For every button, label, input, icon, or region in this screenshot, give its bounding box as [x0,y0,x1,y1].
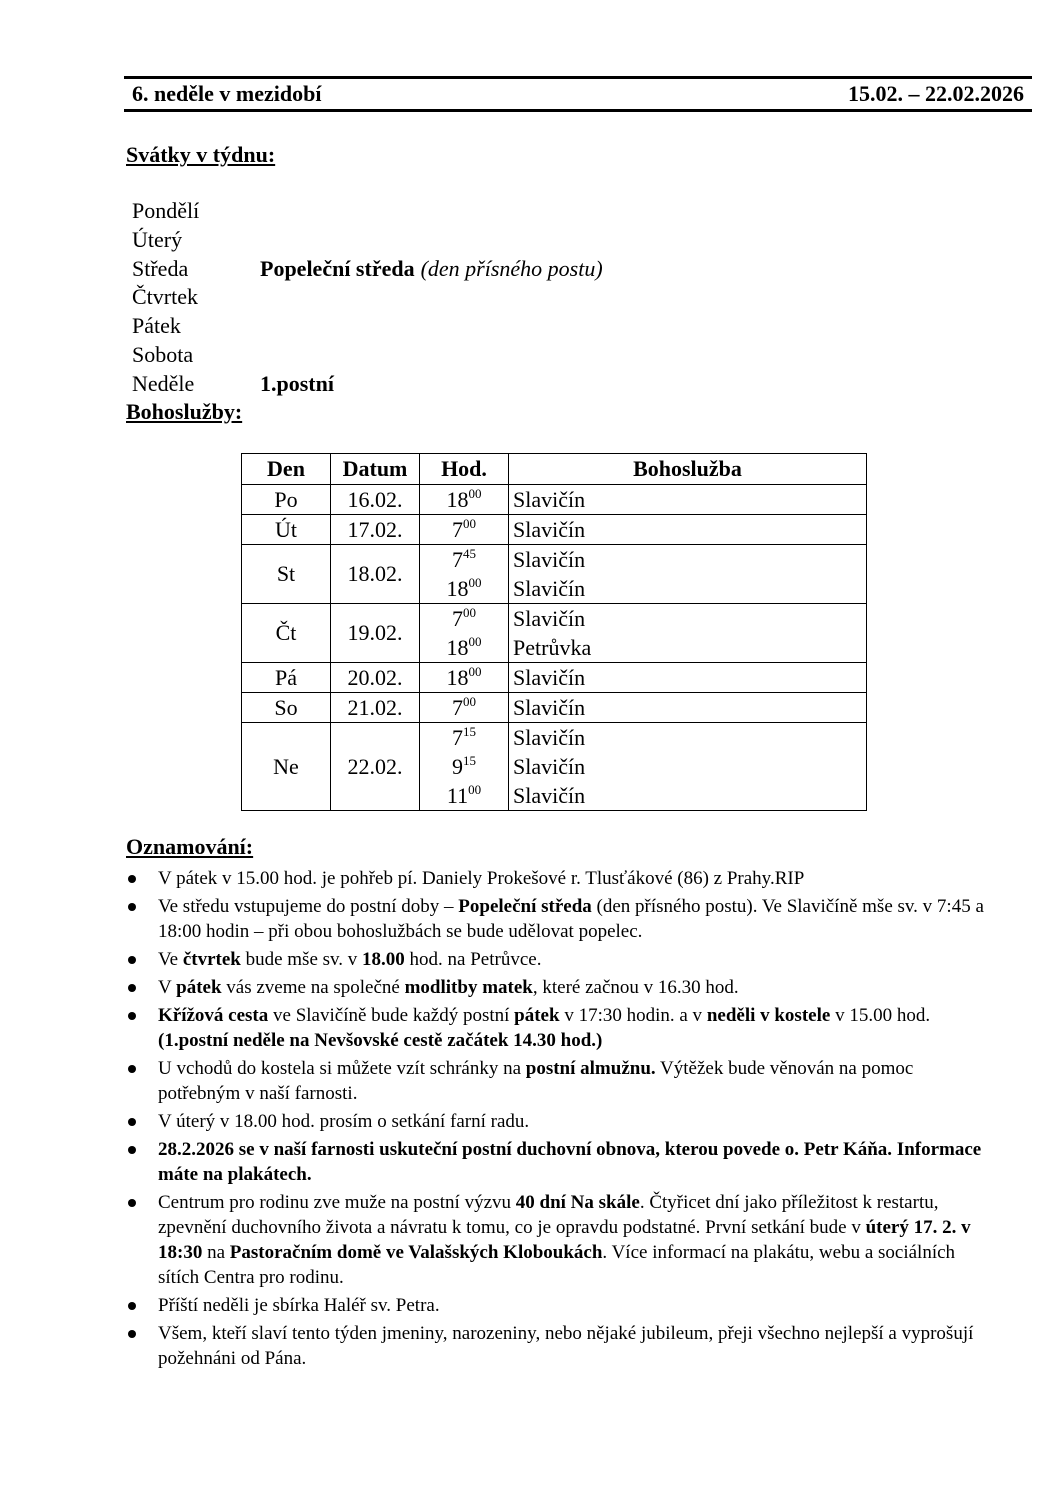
table-row [242,545,867,604]
feast-day: Pátek [132,313,181,339]
cell-hod [420,604,509,663]
cell-datum: 21.02. [331,693,420,723]
column-header-hod: Hod. [420,454,509,485]
time: $7^{00}$ [452,605,476,631]
column-header-datum: Datum [331,454,420,485]
time: $7^{45}$ [452,546,476,572]
time-minutes: 15 [463,753,476,768]
emphasis: 40 dní Na skále [515,1192,640,1213]
cell-den: So [242,693,331,723]
cell-hod [420,545,509,604]
place: Slavičín [513,517,586,542]
cell-den: Ne [242,723,331,811]
date-range: 15.02. – 22.02.2026 [848,81,1024,106]
emphasis: pátek [514,1005,560,1026]
feasts-heading: Svátky v týdnu: [126,142,276,167]
announcement-item: Ve čtvrtek bude mše sv. v 18.00 hod. na Petrůvce. [126,947,996,972]
feast-day: Sobota [132,341,194,367]
table-header-row [242,454,867,485]
table-row [242,515,867,545]
emphasis: Popeleční středa [458,896,592,917]
place: Slavičín [513,783,586,808]
feast-row [132,370,603,399]
feast-row [132,197,603,226]
cell-bohosluzba [509,663,867,693]
announcement-item: V úterý v 18.00 hod. prosím o setkání farní radu. [126,1109,996,1134]
emphasis: modlitby matek [404,977,533,998]
cell-bohosluzba [509,515,867,545]
cell-hod [420,515,509,545]
cell-datum: 22.02. [331,723,420,811]
time: $7^{00}$ [452,516,476,542]
emphasis: Křížová cesta [158,1005,269,1026]
cell-bohosluzba [509,693,867,723]
time: $18^{00}$ [446,575,482,601]
announcement-item: Centrum pro rodinu zve muže na postní výzvu 40 dní Na skále. Čtyřicet dní jako příležitost k restartu, zpevnění duchovního života a návratu k tomu, co je opravdu podstatné. První setkání bude v úterý 17. 2. v 18:30 na Pastoračním domě ve Valašských Kloboukách. Více informací na plakátu, webu a sociálních sítích Centra pro rodinu. [126,1190,996,1290]
feast-row [132,312,603,341]
cell-datum: 19.02. [331,604,420,663]
emphasis: Pastoračním domě ve Valašských Kloboukách [229,1242,603,1263]
time-minutes: 00 [463,605,476,620]
time: $18^{00}$ [446,634,482,660]
place: Slavičín [513,576,586,601]
place: Petrůvka [513,635,592,660]
cell-den: Čt [242,604,331,663]
cell-bohosluzba [509,723,867,811]
emphasis: neděli v kostele [706,1005,831,1026]
time-minutes: 00 [468,486,482,501]
emphasis: pátek [176,977,222,998]
time-minutes: 00 [468,575,482,590]
emphasis: (1.postní neděle na Nevšovské cestě začátek 14.30 hod.) [158,1030,603,1051]
announcement-item: Příští neděli je sbírka Haléř sv. Petra. [126,1293,996,1318]
column-header-den: Den [242,454,331,485]
services-heading: Bohoslužby: [126,399,243,424]
table-row [242,663,867,693]
feast-day: Čtvrtek [132,284,198,310]
feast-day: Středa [132,255,189,281]
table-row [242,604,867,663]
cell-hod [420,485,509,515]
cell-den: Pá [242,663,331,693]
cell-bohosluzba [509,604,867,663]
feast-row [132,283,603,312]
page-title: 6. neděle v mezidobí [132,81,322,106]
feast-note: (den přísného postu) [420,255,603,281]
announcement-item: V pátek vás zveme na společné modlitby matek, které začnou v 16.30 hod. [126,975,996,1000]
cell-bohosluzba [509,545,867,604]
feast-day: Úterý [132,226,183,252]
cell-datum: 18.02. [331,545,420,604]
time: $7^{15}$ [452,724,476,750]
feast-row [132,255,603,284]
emphasis: 28.2.2026 se v naší farnosti uskuteční postní duchovní obnova, kterou povede o. Petr Káňa. Informace máte na plakátech. [158,1139,982,1185]
time-minutes: 00 [463,516,476,531]
cell-den: Po [242,485,331,515]
feast-name: Popeleční středa [260,255,415,281]
announcements-heading: Oznamování: [126,834,254,859]
column-header-bohosluzba: Bohoslužba [509,454,867,485]
emphasis: čtvrtek [182,949,241,970]
cell-den: St [242,545,331,604]
feast-row [132,226,603,255]
emphasis: postní almužnu. [525,1058,656,1079]
place: Slavičín [513,754,586,779]
place: Slavičín [513,487,586,512]
feast-row [132,341,603,370]
place: Slavičín [513,695,586,720]
services-table [241,453,867,811]
time-minutes: 00 [468,664,482,679]
announcement-item: V pátek v 15.00 hod. je pohřeb pí. Daniely Prokešové r. Tlusťákové (86) z Prahy.RIP [126,866,996,891]
feast-day: Pondělí [132,198,200,223]
time-minutes: 00 [463,694,476,709]
emphasis: 18.00 [362,949,405,970]
cell-datum: 17.02. [331,515,420,545]
announcement-item: Všem, kteří slaví tento týden jmeniny, narozeniny, nebo nějaké jubileum, přeji všechno nejlepší a vyprošují požehnáni od Pána. [126,1321,996,1371]
cell-datum: 20.02. [331,663,420,693]
time: $9^{15}$ [452,753,476,779]
table-row [242,485,867,515]
time-minutes: 00 [468,634,482,649]
time-minutes: 00 [468,782,482,797]
cell-hod [420,693,509,723]
time: $18^{00}$ [446,486,482,512]
feast-day: Neděle [132,370,195,396]
announcement-item: Křížová cesta ve Slavičíně bude každý postní pátek v 17:30 hodin. a v neděli v kostele v 15.00 hod. (1.postní neděle na Nevšovské cestě začátek 14.30 hod.) [126,1003,996,1053]
time-minutes: 15 [463,724,476,739]
cell-datum: 16.02. [331,485,420,515]
announcements-list [126,866,996,1374]
place: Slavičín [513,606,586,631]
time: $11^{00}$ [446,782,482,808]
place: Slavičín [513,725,586,750]
feasts-list [132,197,603,399]
cell-hod [420,723,509,811]
place: Slavičín [513,547,586,572]
cell-den: Út [242,515,331,545]
place: Slavičín [513,665,586,690]
table-row [242,693,867,723]
announcement-item [126,1137,996,1187]
time-minutes: 45 [463,546,476,561]
feast-name: 1.postní [260,370,334,396]
page-header [124,76,1032,112]
time: $7^{00}$ [452,694,476,720]
table-row [242,723,867,811]
announcement-item: U vchodů do kostela si můžete vzít schránky na postní almužnu. Výtěžek bude věnován na pomoc potřebným v naší farnosti. [126,1056,996,1106]
cell-bohosluzba [509,485,867,515]
time: $18^{00}$ [446,664,482,690]
cell-hod [420,663,509,693]
emphasis: úterý 17. 2. v 18:30 [158,1217,971,1263]
announcement-item: Ve středu vstupujeme do postní doby – Popeleční středa (den přísného postu). Ve Slavičíně mše sv. v 7:45 a 18:00 hodin – při obou bohoslužbách se bude udělovat popelec. [126,894,996,944]
